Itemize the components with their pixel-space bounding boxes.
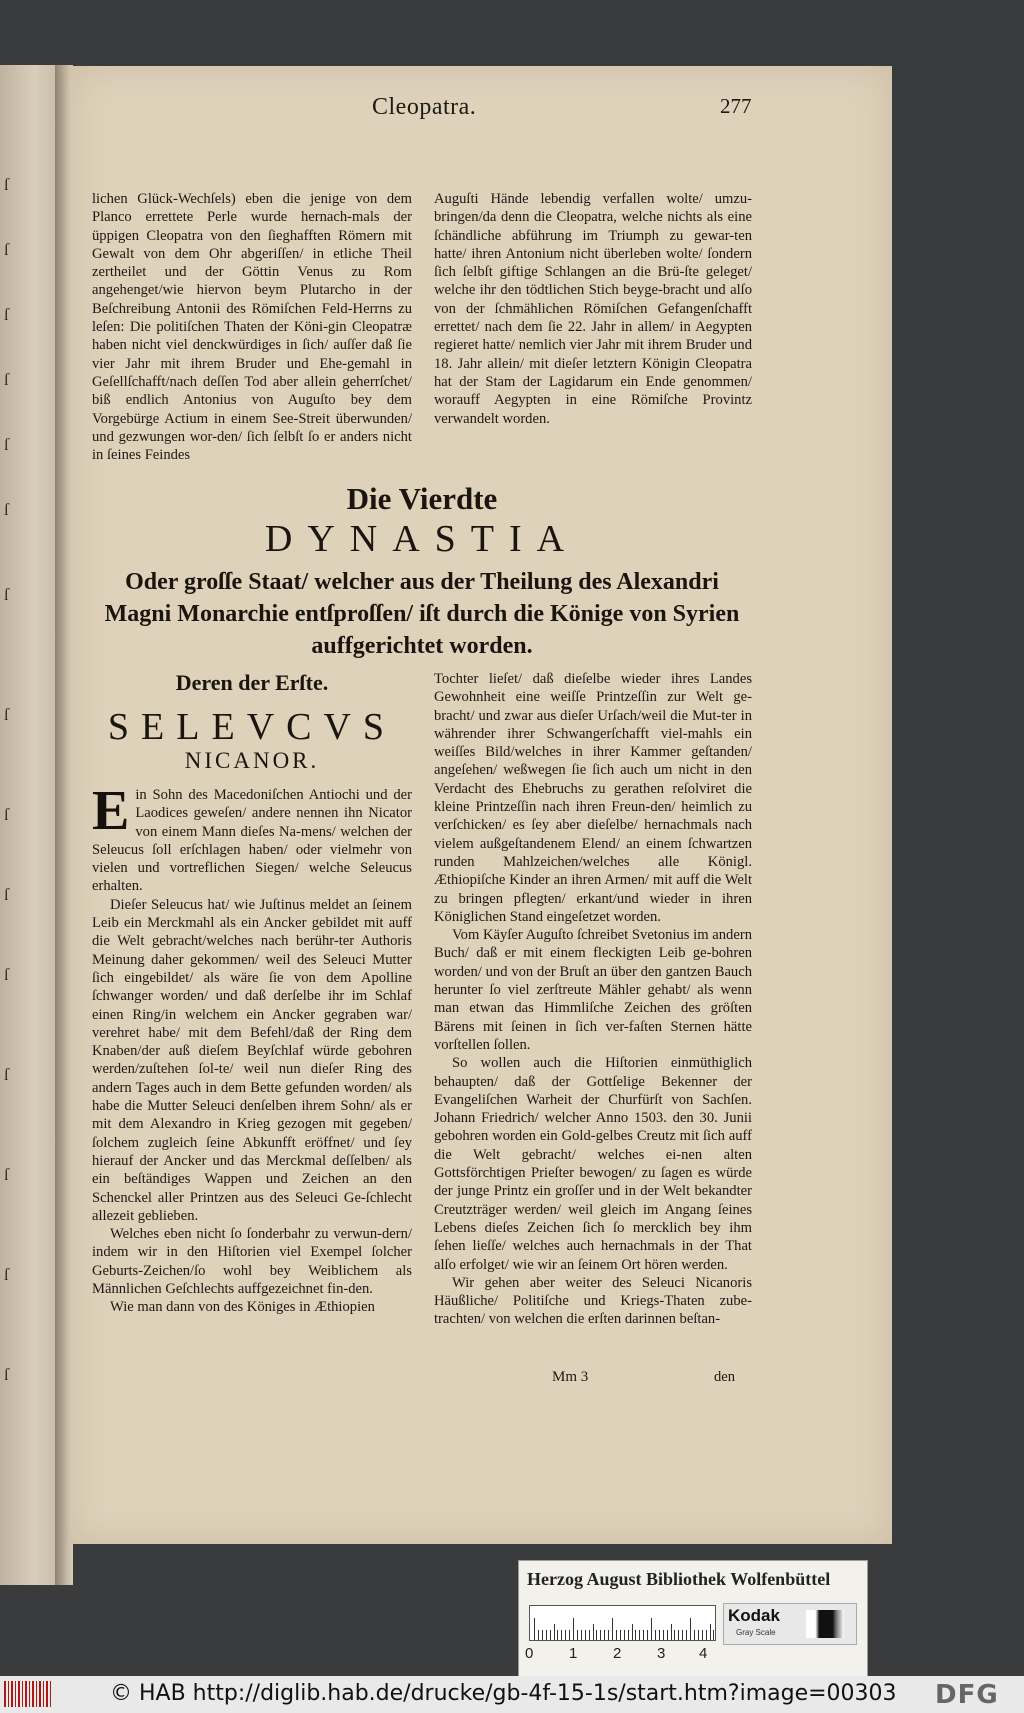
ruler-tick — [690, 1618, 691, 1640]
ruler-tick — [651, 1618, 652, 1640]
subsection-name: SELEVCVS — [107, 706, 397, 748]
ruler-tick — [698, 1630, 699, 1640]
ruler-tick — [710, 1624, 711, 1640]
left-page-fragment: ſ — [4, 1165, 9, 1184]
ruler-number: 1 — [569, 1645, 578, 1662]
ruler-tick — [604, 1630, 605, 1640]
ruler-tick — [546, 1630, 547, 1640]
section-heading-dynastia: DYNASTIA — [264, 518, 580, 560]
bottom-left-column — [92, 780, 412, 1317]
ruler-tick — [616, 1630, 617, 1640]
ruler-tick — [632, 1624, 633, 1640]
dfg-logo: DFG — [935, 1680, 999, 1710]
left-page-fragment: ſ — [4, 805, 9, 824]
gray-scale-swatch — [806, 1610, 844, 1638]
left-page-fragment: ſ — [4, 585, 9, 604]
left-page-fragment: ſ — [4, 370, 9, 389]
ruler-tick — [647, 1630, 648, 1640]
paragraph: lichen Glück-Wechſels) eben die jenige von dem Planco errettete Perle wurde hernach-mals der üppigen Cleopatra von den ſieghafften Römern mit Gewalt von dem Ohr abgeriſſen/ in etliche Theil zertheilet und der Göttin Venus zu Rom angehenget/wie hiervon beym Plutarcho in der Beſchreibung Antonii des Römiſchen Feld-Herrns zu leſen: Die politiſchen Thaten der Köni-gin Cleopatræ haben nicht viel denckwürdiges in ſich/ auſſer daß ſie vier Jahr mit ihrem Bruder und Ehe-gemahl in Geſellſchafft/nach deſſen Tod aber allein geherrſchet/ biß endlich Antonius von Auguſto bey dem Vorgebürge Actium in einem See-Streit überwunden/ und gezwungen wor-den/ ſich ſelbſt ſo er anders nicht in ſeines Feindes — [92, 191, 412, 464]
ruler-tick — [589, 1630, 590, 1640]
ruler-tick — [702, 1630, 703, 1640]
ruler-tick — [706, 1630, 707, 1640]
paragraph: Dieſer Seleucus hat/ wie Juſtinus meldet an ſeinem Leib ein Merckmahl als ein Ancker gebildet mit auff die Welt gebracht/welches nach berühr-ter Authoris Meinung daher gekommen/ weil des Seleuci Mutter ſich eingebildet/ als wäre ſie von dem Apolline ſchwanger worden/ und daß derſelbe ihr im Schlaf einen Ring/in welchem ein Ancker gegraben war/ verehret habe/ mit dem Befehl/daß der Ring dem Knaben/der auß dieſem Beyſchlaf würde gebohren werden/zuſtehen ſol-te/ weil nun dieſer Ring des andern Tages auch in dem Bette gefunden worden/ als habe die Mutter Seleuci denſelben ihrem Sohn/ als er mit dem Alexandro in Krieg gezogen mit gegeben/ ſolchem zugleich ſeine Abkunfft eröffnet/ und ſey hierauf der Ancker und das Merckmal deſſelben/ als ein beſtändiges Wappen und Zeichen an den Schenckel aller Printzen aus des Seleuci Ge-ſchlecht allezeit geblieben. — [92, 896, 412, 1224]
ruler-tick — [663, 1630, 664, 1640]
page-number: 277 — [720, 94, 752, 118]
ruler-number: 3 — [657, 1645, 666, 1662]
left-page-fragment: ſ — [4, 240, 9, 259]
ruler-tick — [628, 1630, 629, 1640]
ruler-tick — [682, 1630, 683, 1640]
ruler-tick — [612, 1618, 613, 1640]
ruler-tick — [686, 1630, 687, 1640]
ruler-number: 4 — [699, 1645, 708, 1662]
scale-ruler — [529, 1605, 716, 1641]
ruler-tick — [678, 1630, 679, 1640]
ruler-tick — [624, 1630, 625, 1640]
ruler-tick — [643, 1630, 644, 1640]
ruler-tick — [655, 1630, 656, 1640]
paragraph-text: in Sohn des Macedoniſchen Antiochi und der Laodices geweſen/ andere nennen ihn Nicator von einem Mann dieſes Na-mens/ welchen der Seleucus ſoll erſchlagen haben/ oder vielmehr von vielen und vortreflichen Siegen/ welche Seleucus erhalten. — [92, 787, 412, 895]
ruler-tick — [667, 1630, 668, 1640]
ruler-tick — [596, 1630, 597, 1640]
section-subheading: Oder groſſe Staat/ welcher aus der Theilung des Alexandri Magni Monarchie entſproſſen/ iſt durch die Könige von Syrien auffgerichtet worden. — [104, 569, 740, 659]
drop-cap: E — [92, 780, 130, 842]
left-page-edge — [0, 65, 58, 1585]
ruler-tick — [577, 1630, 578, 1640]
ruler-tick — [573, 1618, 574, 1640]
ruler-tick — [674, 1630, 675, 1640]
ruler-tick — [593, 1624, 594, 1640]
ruler-number: 2 — [613, 1645, 622, 1662]
subsection-label: Deren der Erſte. — [175, 670, 329, 695]
ruler-tick — [534, 1618, 535, 1640]
ruler-tick — [659, 1630, 660, 1640]
ruler-tick — [635, 1630, 636, 1640]
ruler-tick — [585, 1630, 586, 1640]
left-page-fragment: ſ — [4, 1265, 9, 1284]
left-page-fragment: ſ — [4, 885, 9, 904]
kodak-logo: Kodak — [728, 1606, 780, 1625]
ruler-tick — [538, 1630, 539, 1640]
left-page-fragment: ſ — [4, 175, 9, 194]
left-page-fragment: ſ — [4, 305, 9, 324]
ruler-tick — [550, 1630, 551, 1640]
paragraph — [92, 780, 412, 896]
left-page-fragment: ſ — [4, 1365, 9, 1384]
ruler-tick — [561, 1630, 562, 1640]
ruler-tick — [713, 1630, 714, 1640]
barcode-icon — [4, 1681, 52, 1707]
ruler-tick — [600, 1630, 601, 1640]
kodak-gray-scale — [723, 1603, 857, 1645]
paragraph: Auguſti Hände lebendig verfallen wolte/ umzu-bringen/da denn die Cleopatra, welche nichts als eine ſchändliche abführung im Triumph zu gewar-ten hatte/ ihren Antonium nicht überleben wolte/ ſondern ſich ſelbſt giftige Schlangen an die Brü-ſte geleget/ welche ihr den tödtlichen Stich beyge-bracht und alſo von der ſchmählichen Römiſchen Gefangenſchafft errettet/ nach dem ſie 22. Jahr in allem/ in Aegypten regieret hatte/ nemlich vier Jahr mit ihrem Bruder und 18. Jahr allein/ mit dieſer letztern Königin Cleopatra hat der Stam der Lagidarum ein Ende genommen/ worauff Aegypten in eine Römiſche Provintz verwandelt worden. — [434, 191, 752, 427]
bottom-right-column — [434, 670, 752, 1329]
paragraph: Welches eben nicht ſo ſonderbahr zu verwun-dern/ indem wir in den Hiſtorien viel Exempel ſolcher Geburts-Zeichen/ſo wohl bey Weiblichem als Männlichen Geſchlechts auffgezeichnet fin-den. — [92, 1226, 412, 1298]
top-right-column — [434, 190, 752, 428]
ruler-tick — [554, 1624, 555, 1640]
ruler-number: 0 — [525, 1645, 534, 1662]
library-color-target — [518, 1560, 868, 1680]
paragraph: Tochter lieſet/ daß dieſelbe wieder ihres Landes Gewohnheit eine weiſſe Printzeſſin zur Welt ge-bracht/ und zwar aus dieſer Urſach/weil die Mut-ter in währender ihrer Schwangerſchafft viel-mahls ein weiſſes Bild/welches in ihrer Kammer geſtanden/ angeſehen/ weßwegen ſie ſich auch um nicht in den Verdacht des Ehebruchs zu gerathen reſolviret die kleine Printzeſſin nach ihren Freun-den/ heimlich zu verſchicken/ es ſey aber dieſelbe/ hernachmals nach vielem außgeſtandenem Elend/ an einem ſchwartzen runden Mahlzeichen/welches alle Königl. Æthiopiſche Kinder an ihren Armen/ mit auff die Welt zu bringen pflegten/ erkant/und wieder in ihren Königlichen Stand eingeſetzet worden. — [434, 671, 752, 925]
left-page-fragment: ſ — [4, 705, 9, 724]
library-name: Herzog August Bibliothek Wolfenbüttel — [527, 1569, 831, 1589]
left-page-fragment: ſ — [4, 965, 9, 984]
ruler-tick — [694, 1630, 695, 1640]
ruler-tick — [671, 1624, 672, 1640]
ruler-tick — [608, 1630, 609, 1640]
ruler-tick — [565, 1630, 566, 1640]
ruler-tick — [569, 1630, 570, 1640]
signature-mark: Mm 3 — [552, 1369, 589, 1385]
top-left-column — [92, 190, 412, 464]
paragraph: Wir gehen aber weiter des Seleuci Nicanoris Häußliche/ Politiſche und Kriegs-Thaten zube-trachten/ von welchen die erſten darinnen beſtan- — [434, 1274, 752, 1328]
running-title: Cleopatra. — [372, 94, 477, 120]
gray-scale-label: Gray Scale — [736, 1628, 776, 1637]
paragraph: So wollen auch die Hiſtorien einmüthiglich behaupten/ daß der Gottſelige Bekenner der Evangeliſchen Warheit der Churfürſt von Sachſen. Johann Friedrich/ welcher Anno 1503. den 30. Junii gebohren worden ein Gold-gelbes Creutz mit ſich auff die Welt gebracht/ welches ei-nen alten Gottsförchtigen Prieſter bewogen/ zu ſagen es würde der junge Printz ein groſſer und in der Welt bekandter Creutzträger werden/ weil gleich im Angang ſeines Lebens dieſes Zeichen ſich ſo mercklich bey ihm ſehen lieſſe/ welches auch hernachmals in der That alſo erfolget/ wie wir an ſeinem Ort hören werden. — [434, 1055, 752, 1273]
paragraph: Wie man dann von des Königes in Æthiopien — [110, 1299, 375, 1316]
ruler-tick — [581, 1630, 582, 1640]
ruler-tick — [620, 1630, 621, 1640]
section-heading-vierdte: Die Vierdte — [346, 481, 498, 516]
left-page-fragment: ſ — [4, 500, 9, 519]
ruler-tick — [557, 1630, 558, 1640]
ruler-tick — [542, 1630, 543, 1640]
paragraph: Vom Käyſer Auguſto ſchreibet Svetonius im andern Buch/ daß er mit einem fleckigten Leib ge-bohren worden/ und von der Bruſt an über den gantzen Bauch herunter ſo viel zerſtreute Mähler gehabt/ als wenn man etwan das Himmliſche Zeichen des gröſten Bärens mit ſeinen in ſich ver-faſten Sternen hätte vorſtellen ſollen. — [434, 927, 752, 1053]
ruler-tick — [639, 1630, 640, 1640]
source-url-link[interactable]: © HAB http://diglib.hab.de/drucke/gb-4f-15-1s/start.htm?image=00303 — [110, 1681, 897, 1706]
left-page-fragment: ſ — [4, 1065, 9, 1084]
catchword: den — [714, 1369, 736, 1385]
viewer-footer — [0, 1676, 1024, 1713]
subsection-epithet: NICANOR. — [184, 748, 320, 773]
left-page-fragment: ſ — [4, 435, 9, 454]
